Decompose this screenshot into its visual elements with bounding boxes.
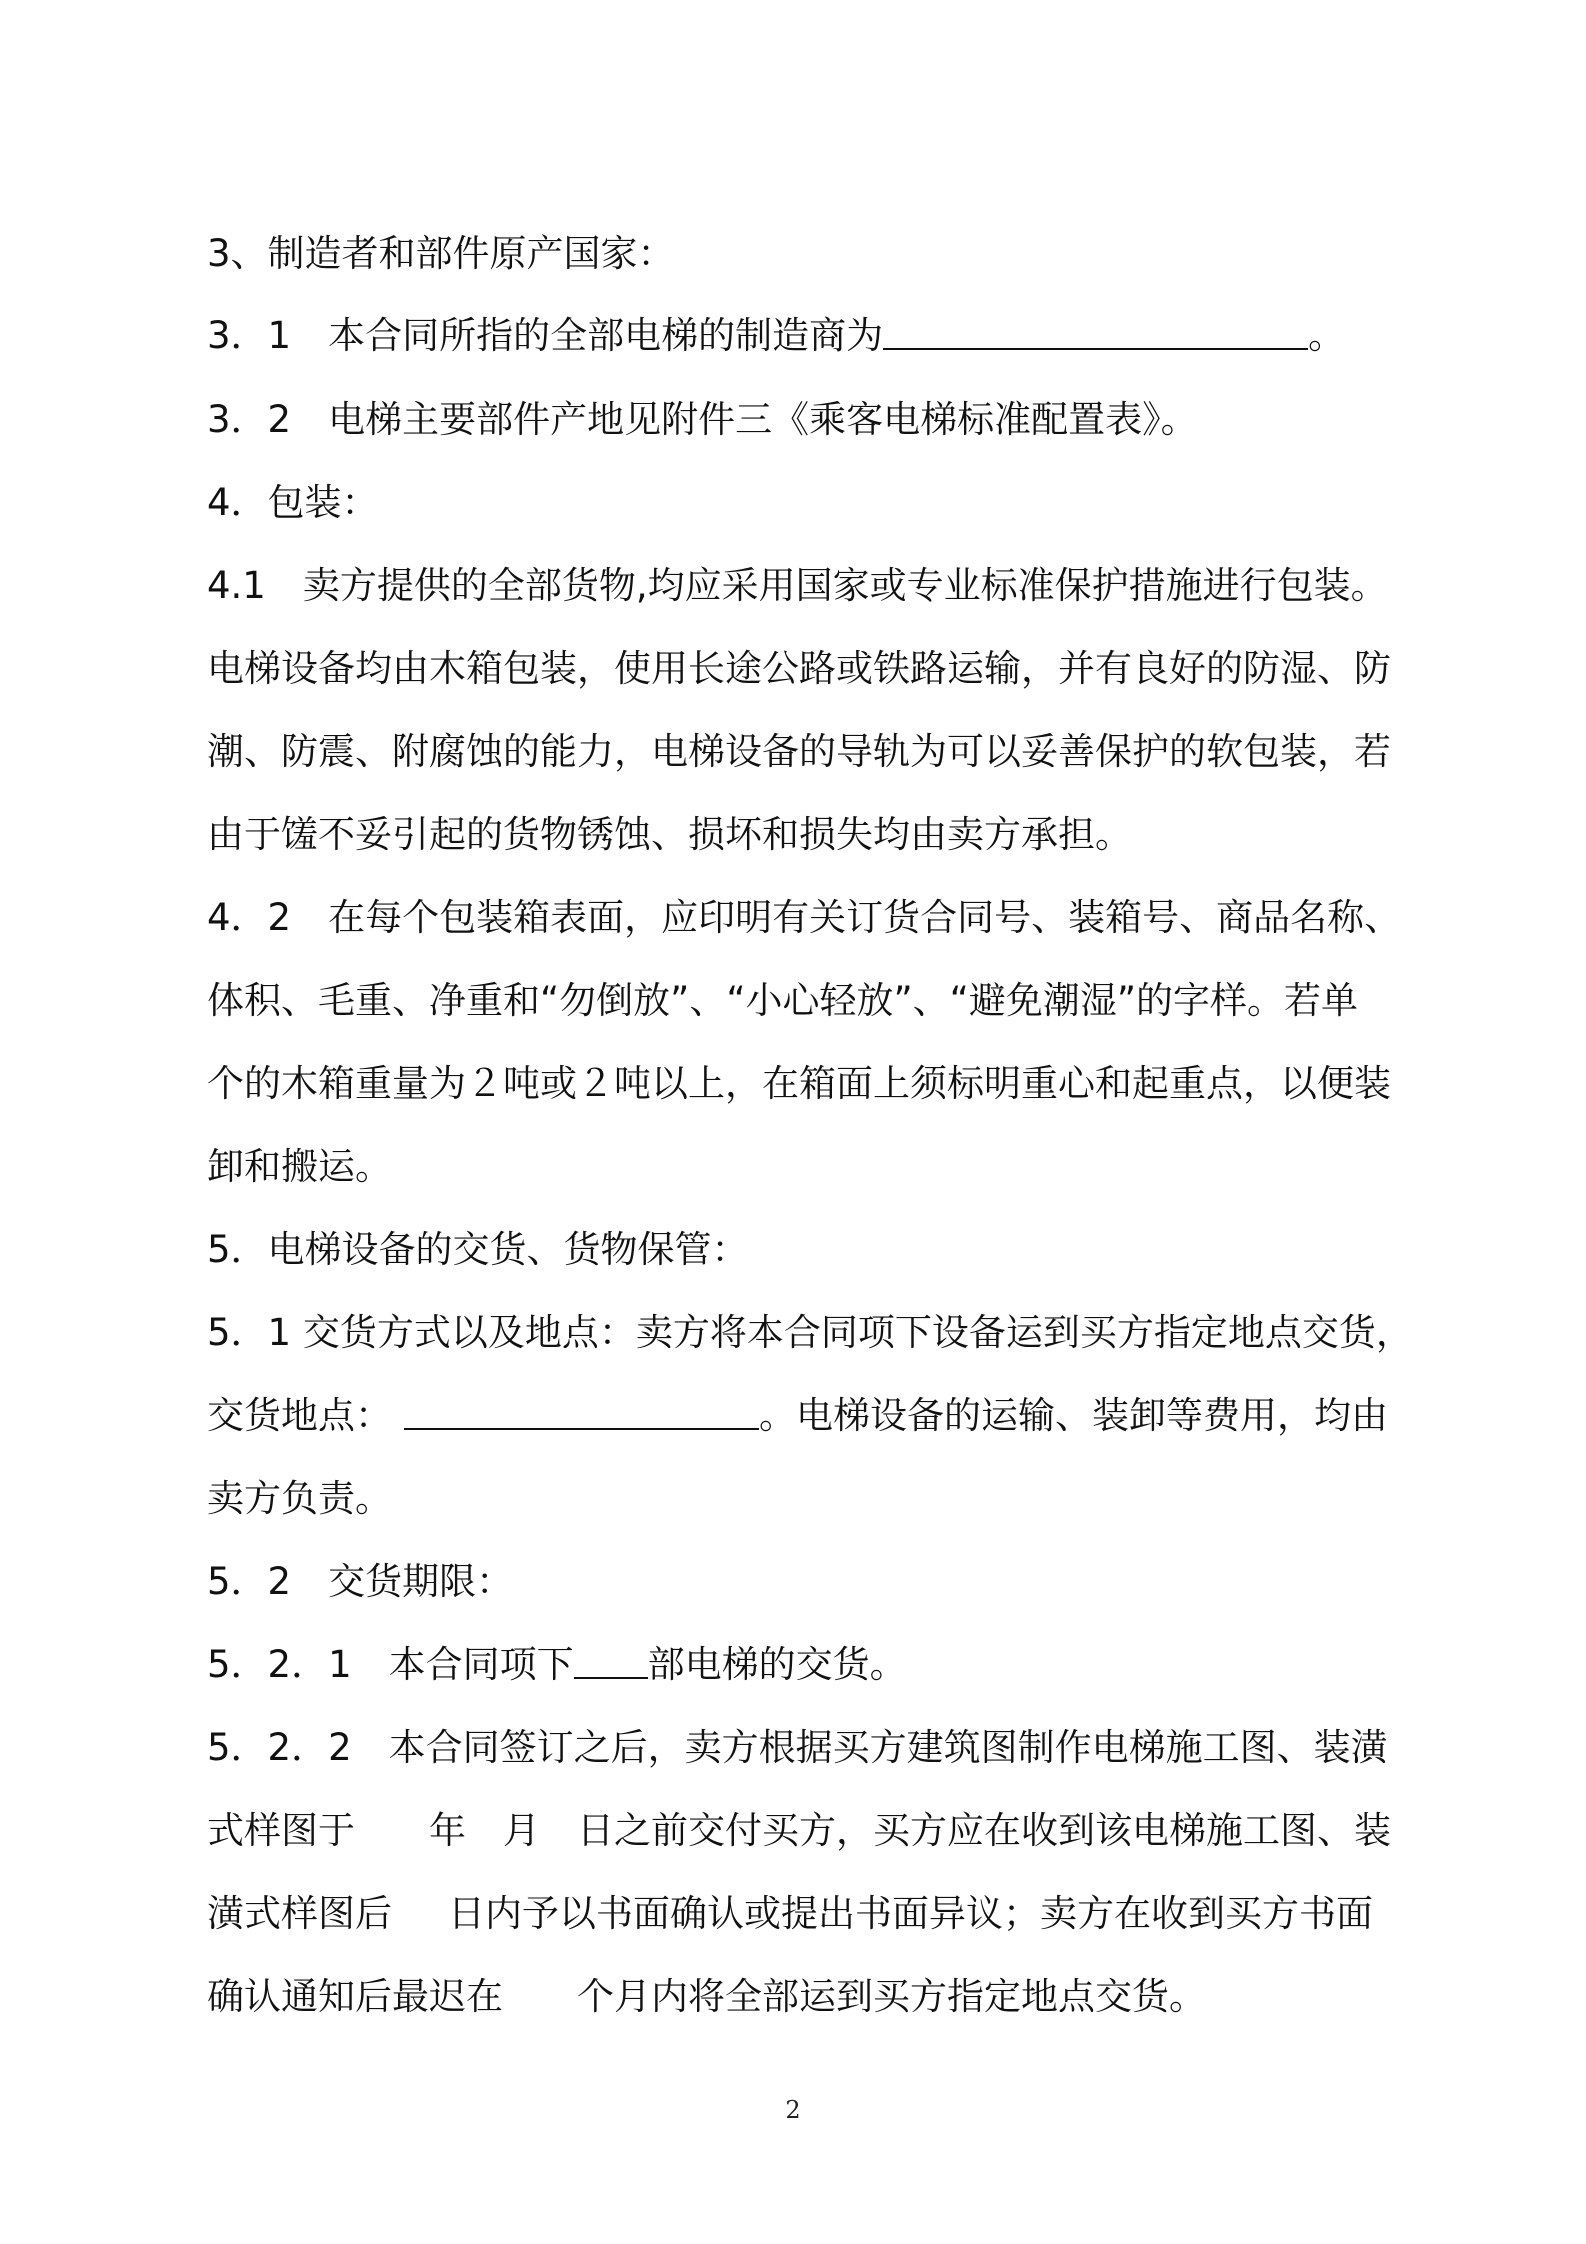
- clause-3-1-end: 。: [1308, 314, 1346, 357]
- clause-3-1: [207, 310, 1407, 362]
- delivery-location-label: 交货地点：: [207, 1394, 392, 1437]
- clause-5-2-2-line: [207, 1805, 1407, 1857]
- clause-5-2: 5．2 交货期限：: [207, 1560, 514, 1603]
- clause-5-2-1-end: 部电梯的交货。: [647, 1643, 907, 1686]
- clause-5-2-2-text: 个月内将全部运到买方指定地点交货。: [577, 1975, 1206, 2018]
- clause-5-2-2-line: [207, 1971, 1407, 2023]
- clause-5-1-line: [207, 1390, 1407, 1442]
- clause-5-2-2-text: 日之前交付买方，买方应在收到该电梯施工图、装: [577, 1809, 1391, 1852]
- clause-5-2-2-line: [207, 1888, 1407, 1940]
- clause-5-2-2-text: 日内予以书面确认或提出书面异议；卖方在收到买方书面: [448, 1892, 1373, 1935]
- section-3-heading: 3、制造者和部件原产国家：: [207, 232, 675, 275]
- clause-3-1-text: 3．1 本合同所指的全部电梯的制造商为: [207, 314, 884, 357]
- clause-4-1-line: 潮、防震、附腐蚀的能力，电梯设备的导轨为可以妥善保护的软包装，若: [207, 730, 1391, 773]
- manufacturer-blank[interactable]: [883, 312, 1308, 350]
- clause-4-1-line: 4.1 卖方提供的全部货物,均应采用国家或专业标准保护措施进行包装。: [207, 564, 1388, 607]
- clause-5-1-line: 卖方负责。: [207, 1477, 392, 1520]
- section-5-heading: 5．电梯设备的交货、货物保管：: [207, 1228, 749, 1271]
- section-4-heading: 4．包装：: [207, 481, 379, 524]
- elevator-count-blank[interactable]: [574, 1641, 648, 1679]
- year-label: 年: [429, 1809, 466, 1852]
- clause-5-1-text: 。电梯设备的运输、装卸等费用，均由: [759, 1394, 1388, 1437]
- clause-5-2-2-text: 潢式样图后: [207, 1892, 392, 1935]
- clause-4-2-line: 个的木箱重量为２吨或２吨以上，在箱面上须标明重心和起重点，以便装: [207, 1062, 1391, 1105]
- clause-4-1-line: 由于馐不妥引起的货物锈蚀、损坏和损失均由卖方承担。: [207, 813, 1132, 856]
- delivery-location-blank[interactable]: [404, 1392, 759, 1430]
- page-number: 2: [785, 2096, 801, 2124]
- clause-4-1-line: 电梯设备均由木箱包装，使用长途公路或铁路运输，并有良好的防湿、防: [207, 647, 1391, 690]
- clause-4-2-line: 卸和搬运。: [207, 1145, 392, 1188]
- clause-3-2: 3．2 电梯主要部件产地见附件三《乘客电梯标准配置表》。: [207, 398, 1198, 441]
- clause-4-2-line: 体积、毛重、净重和“勿倒放”、“小心轻放”、“避免潮湿”的字样。若单: [207, 979, 1359, 1022]
- clause-5-1-line: 5．1 交货方式以及地点：卖方将本合同项下设备运到买方指定地点交货，: [207, 1311, 1413, 1354]
- clause-5-2-2-line: 5．2．2 本合同签订之后，卖方根据买方建筑图制作电梯施工图、装潢: [207, 1726, 1388, 1769]
- clause-5-2-1: [207, 1639, 1407, 1691]
- clause-4-2-line: 4．2 在每个包装箱表面，应印明有关订货合同号、装箱号、商品名称、: [207, 896, 1402, 939]
- clause-5-2-2-text: 式样图于: [207, 1809, 355, 1852]
- clause-5-2-2-text: 确认通知后最迟在: [207, 1975, 503, 2018]
- month-label: 月: [503, 1809, 540, 1852]
- clause-5-2-1-text: 5．2．1 本合同项下: [207, 1643, 574, 1686]
